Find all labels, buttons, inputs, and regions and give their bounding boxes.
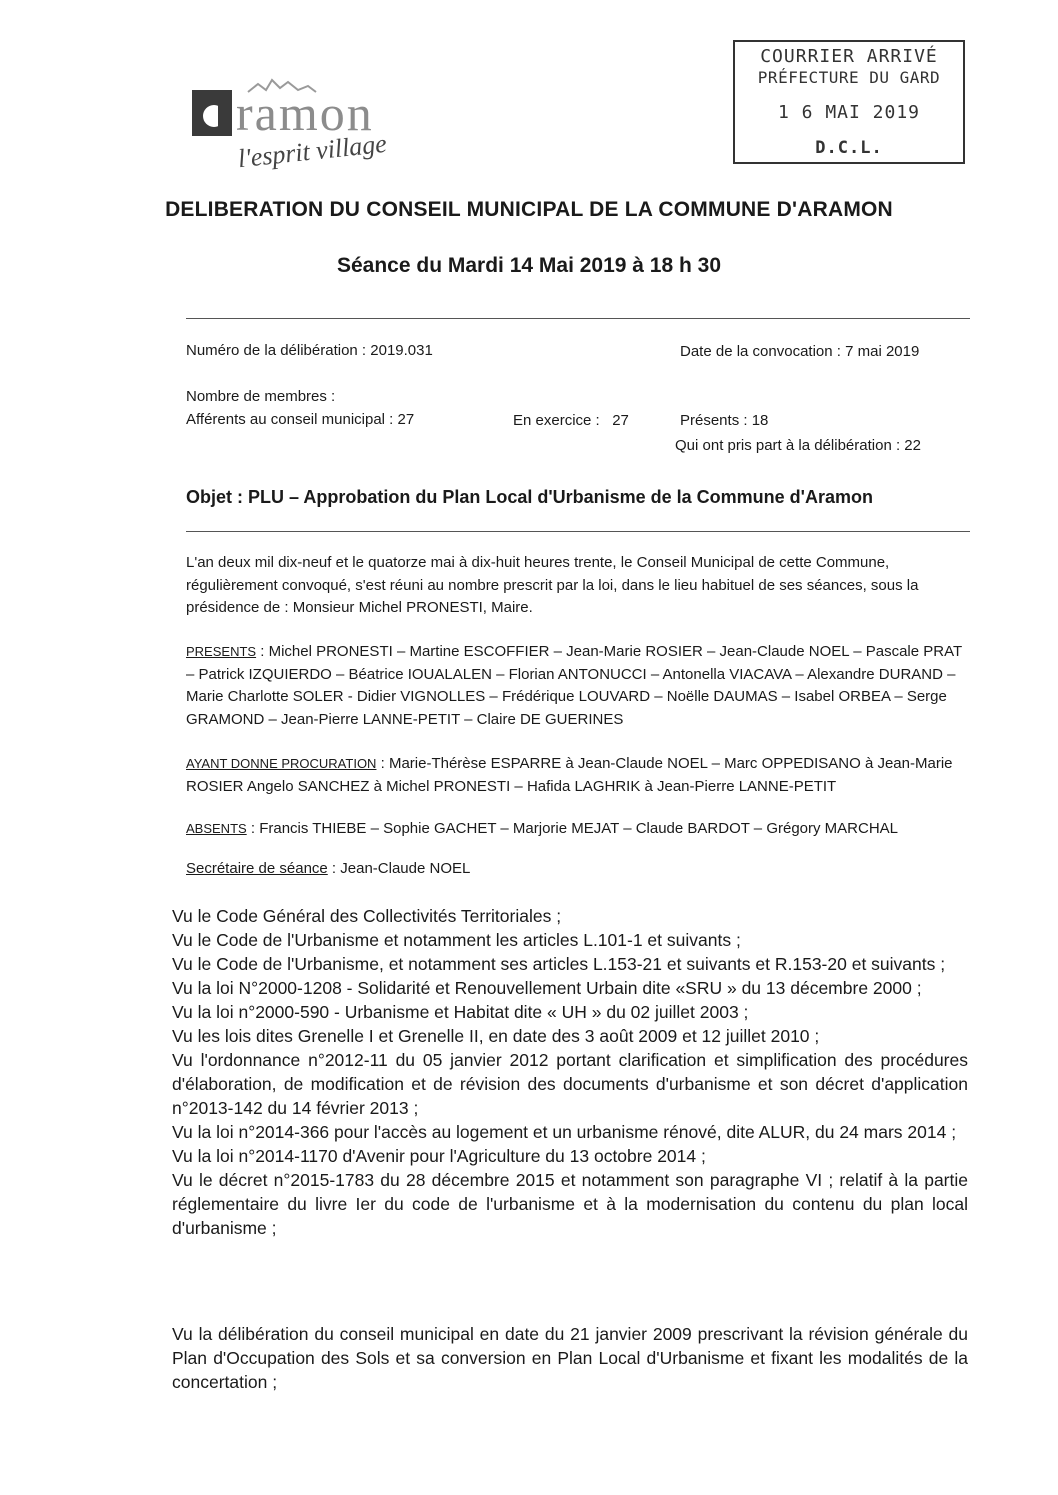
- visa-item: Vu la délibération du conseil municipal en date du 21 janvier 2009 prescrivant la révision générale du Plan d'Occupation des Sols et sa conversion en Plan Local d'Urbanisme et fixant les modalités de la concertation ;: [172, 1324, 968, 1392]
- reception-stamp: [733, 40, 965, 164]
- absents-paragraph: [186, 818, 970, 841]
- stamp-date: 1 6 MAI 2019: [777, 102, 921, 123]
- visa-item: Vu la loi N°2000-1208 - Solidarité et Renouvellement Urbain dite «SRU » du 13 décembre 2000 ;: [172, 978, 922, 998]
- stamp-service: D.C.L.: [815, 138, 883, 158]
- visas-list: [172, 904, 968, 1240]
- presents-paragraph: [186, 641, 970, 731]
- visa-deliberation-2009: [172, 1322, 968, 1394]
- absents-list: : Francis THIEBE – Sophie GACHET – Marjorie MEJAT – Claude BARDOT – Grégory MARCHAL: [246, 820, 899, 837]
- document-title: DELIBERATION DU CONSEIL MUNICIPAL DE LA COMMUNE D'ARAMON: [165, 198, 893, 221]
- visa-item: Vu la loi n°2014-366 pour l'accès au logement et un urbanisme rénové, dite ALUR, du 24 mars 2014 ;: [172, 1122, 957, 1142]
- stamp-line-1: COURRIER ARRIVÉ: [760, 46, 938, 67]
- members-heading: Nombre de membres :: [186, 388, 336, 405]
- seance-date: Séance du Mardi 14 Mai 2019 à 18 h 30: [336, 254, 722, 277]
- members-afferents: Afférents au conseil municipal : 27: [186, 411, 415, 428]
- divider-subject: [186, 531, 970, 532]
- svg-text:l'esprit village: l'esprit village: [236, 128, 388, 170]
- convocation-date: Date de la convocation : 7 mai 2019: [680, 343, 920, 360]
- visa-item: Vu le Code de l'Urbanisme, et notamment ses articles L.153-21 et suivants et R.153-20 et suivants ;: [172, 954, 946, 974]
- secretaire-paragraph: [186, 858, 970, 881]
- visa-item: Vu la loi n°2014-1170 d'Avenir pour l'Agriculture du 13 octobre 2014 ;: [172, 1146, 706, 1166]
- logo-graphic: [188, 70, 438, 170]
- visa-item: Vu le Code de l'Urbanisme et notamment les articles L.101-1 et suivants ;: [172, 930, 741, 950]
- members-exercice: En exercice : 27: [513, 412, 629, 429]
- visa-item: Vu le décret n°2015-1783 du 28 décembre 2015 et notamment son paragraphe VI ; relatif à la partie réglementaire du livre Ier du code de l'urbanisme et à la modernisation du contenu du plan local d'urbanisme ;: [172, 1170, 968, 1238]
- svg-text:ramon: ramon: [236, 85, 374, 141]
- presents-label: PRESENTS: [186, 644, 257, 659]
- members-presents: Présents : 18: [680, 412, 769, 429]
- secretaire-label: Secrétaire de séance: [186, 860, 328, 877]
- divider-top: [186, 318, 970, 319]
- visa-item: Vu les lois dites Grenelle I et Grenelle II, en date des 3 août 2009 et 12 juillet 2010 ;: [172, 1026, 820, 1046]
- procuration-paragraph: [186, 753, 970, 798]
- presents-list: : Michel PRONESTI – Martine ESCOFFIER – Jean-Marie ROSIER – Jean-Claude NOEL – Pascale PRAT – Patrick IZQUIERDO – Béatrice IOUALALEN – Florian ANTONUCCI – Antonella VIACAVA – Alexandre DURAND – Marie Charlotte SOLER - Didier VIGNOLLES – Frédérique LOUVARD – Noëlle DAUMAS – Isabel ORBEA – Serge GRAMOND – Jean-Pierre LANNE-PETIT – Claire DE GUERINES: [186, 643, 962, 728]
- secretaire-name: : Jean-Claude NOEL: [327, 860, 471, 877]
- procuration-label: AYANT DONNE PROCURATION: [186, 756, 377, 771]
- visa-item: Vu la loi n°2000-590 - Urbanisme et Habitat dite « UH » du 02 juillet 2003 ;: [172, 1002, 749, 1022]
- visa-item: Vu le Code Général des Collectivités Territoriales ;: [172, 906, 562, 926]
- procuration-list: : Marie-Thérèse ESPARRE à Jean-Claude NOEL – Marc OPPEDISANO à Jean-Marie ROSIER Angelo SANCHEZ à Michel PRONESTI – Hafida LAGHRIK à Jean-Pierre LANNE-PETIT: [186, 755, 953, 795]
- aramon-logo: [188, 70, 438, 170]
- deliberation-number: Numéro de la délibération : 2019.031: [186, 342, 433, 359]
- visa-item: Vu l'ordonnance n°2012-11 du 05 janvier 2012 portant clarification et simplification des procédures d'élaboration, de modification et de révision des documents d'urbanisme et son décret d'application n°2013-142 du 14 février 2013 ;: [172, 1050, 968, 1118]
- deliberation-subject: Objet : PLU – Approbation du Plan Local d'Urbanisme de la Commune d'Aramon: [186, 487, 873, 507]
- absents-label: ABSENTS: [186, 821, 247, 836]
- stamp-line-2: PRÉFECTURE DU GARD: [757, 68, 941, 87]
- intro-paragraph: L'an deux mil dix-neuf et le quatorze mai à dix-huit heures trente, le Conseil Municipal de cette Commune, régulièrement convoqué, s'est réuni au nombre prescrit par la loi, dans le lieu habituel de ses séances, sous la présidence de : Monsieur Michel PRONESTI, Maire.: [186, 554, 919, 616]
- members-voting: Qui ont pris part à la délibération : 22: [675, 437, 921, 454]
